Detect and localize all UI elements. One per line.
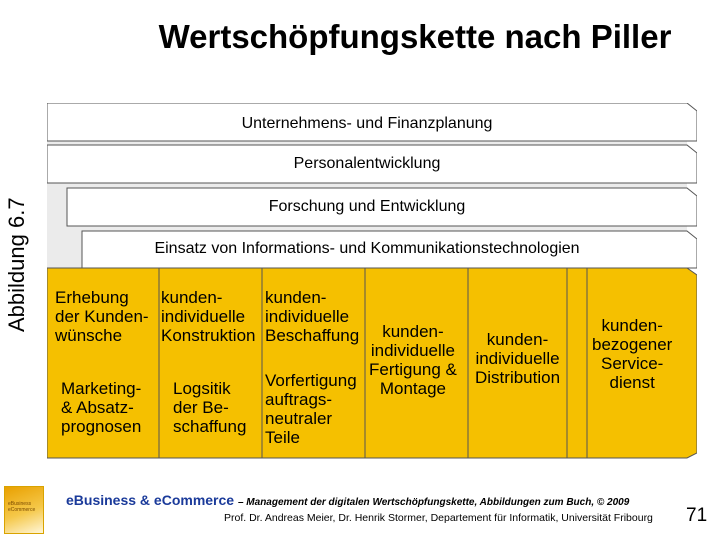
footer-title: [66, 492, 629, 508]
support-personnel: Personalentwicklung: [293, 155, 441, 172]
page-title: Wertschöpfungskette nach Piller: [158, 18, 672, 55]
footer-authors: Prof. Dr. Andreas Meier, Dr. Henrik Stormer, Departement für Informatik, Universität Fribourg: [224, 512, 653, 524]
stage-logistik: Logsitik der Be- schaffung: [173, 379, 247, 436]
logo: [4, 486, 44, 534]
stage-erhebung: Erhebung der Kunden- wünsche: [55, 288, 149, 345]
stage-konstruktion: kunden- individuelle Konstruktion: [161, 288, 256, 345]
stage-vorfertigung: Vorfertigung auftrags- neutraler Teile: [265, 371, 357, 447]
value-chain-diagram: [47, 103, 687, 458]
support-rnd: Forschung und Entwicklung: [268, 198, 466, 215]
logo-text: eBusiness eCommerce: [8, 501, 36, 513]
page-number: 71: [686, 505, 708, 526]
stage-marketing: Marketing- & Absatz- prognosen: [61, 379, 142, 436]
stage-beschaffung: kunden- individuelle Beschaffung: [265, 288, 360, 345]
figure-label: Abbildung 6.7: [4, 197, 29, 332]
stage-distribution: kunden- individuelle Distribution: [475, 330, 561, 387]
stage-service: kunden- bezogener Service- dienst: [592, 316, 673, 392]
stage-fertigung: kunden- individuelle Fertigung & Montage: [369, 322, 457, 398]
support-ict: Einsatz von Informations- und Kommunikationstechnologien: [154, 240, 580, 257]
footer-brand: eBusiness & eCommerce: [66, 492, 235, 508]
footer-subtitle: – Management der digitalen Wertschöpfungskette, Abbildungen zum Buch, © 2009: [237, 497, 630, 508]
support-finance: Unternehmens- und Finanzplanung: [241, 115, 493, 132]
